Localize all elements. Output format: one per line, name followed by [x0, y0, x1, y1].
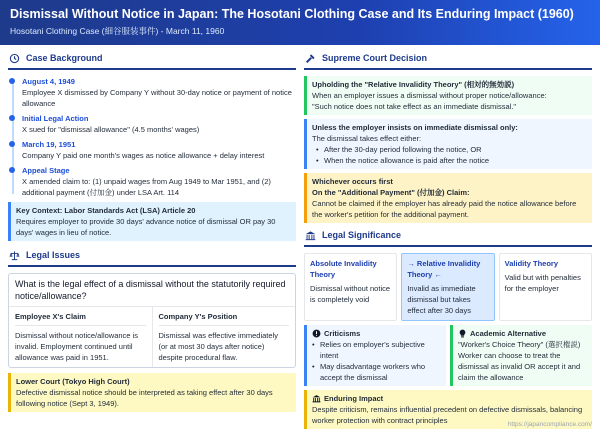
- building-icon: [304, 229, 316, 241]
- supreme-court-heading: Supreme Court Decision: [304, 52, 592, 70]
- page-title: Dismissal Without Notice in Japan: The Hosotani Clothing Case and Its Enduring Impact (1960): [10, 7, 574, 21]
- right-column: [304, 52, 592, 429]
- timeline-dot: [9, 115, 15, 121]
- timeline-item: Appeal Stage X amended claim to: (1) unpaid wages from Aug 1949 to Mar 1951, and (2) additional payment (付加金) under LSA Art. 114: [22, 165, 296, 198]
- footer-url: https://japancompliance.com/: [507, 421, 592, 428]
- lower-court-box: Lower Court (Tokyo High Court) Defective dismissal notice should be interpreted as taking effect after 30 days following notice (Sept 3, 1949).: [8, 373, 296, 412]
- lightbulb-icon: [458, 329, 467, 338]
- scales-icon: [8, 249, 20, 261]
- alert-icon: [312, 329, 321, 338]
- list-item: • After the 30-day period following the notice, OR: [316, 144, 587, 155]
- case-background-heading: Case Background: [8, 52, 296, 70]
- absolute-invalidity-theory: Absolute Invalidity Theory Dismissal without notice is completely void: [304, 253, 397, 321]
- legal-issues-heading: Legal Issues: [8, 249, 296, 267]
- gavel-icon: [304, 52, 316, 64]
- additional-payment-box: Whichever occurs first On the "Additional Payment" (付加金) Claim: Cannot be claimed if the employer has already paid the notice allowance before the worker's petition for the additional payment.: [304, 173, 592, 223]
- timeline: [10, 76, 296, 198]
- left-column: [8, 52, 296, 412]
- theories-row: [304, 253, 592, 321]
- timeline-dot: [9, 167, 15, 173]
- academic-alternative-box: Academic Alternative "Worker's Choice Theory" (選択権説) Worker can choose to treat the dismissal as invalid OR accept it and claim the allowance: [450, 325, 592, 386]
- conditions-list: [312, 144, 587, 166]
- page-subtitle: Hosotani Clothing Case (細谷服装事件) - March 11, 1960: [10, 26, 225, 36]
- timeline-item: March 19, 1951 Company Y paid one month's wages as notice allowance + delay interest: [22, 139, 296, 161]
- key-context-box: Key Context: Labor Standards Act (LSA) Article 20 Requires employer to provide 30 days' advance notice of dismissal OR pay 30 days' wages in lieu of notice.: [8, 202, 296, 241]
- history-icon: [8, 52, 20, 64]
- timeline-dot: [9, 141, 15, 147]
- legal-significance-heading: Legal Significance: [304, 229, 592, 247]
- list-item: • When the notice allowance is paid after the notice: [316, 155, 587, 166]
- criticisms-box: Criticisms • Relies on employer's subjective intent • May disadvantage workers who accept the dismissal: [304, 325, 446, 386]
- validity-theory: Validity Theory Valid but with penalties for the employer: [499, 253, 592, 321]
- criticisms-list: [312, 339, 441, 383]
- claims-table: [9, 306, 295, 367]
- timeline-dot: [9, 78, 15, 84]
- company-position: Company Y's Position Dismissal was effective immediately (or at most 30 days after notice) despite procedural flaw.: [152, 307, 296, 367]
- employee-claim: Employee X's Claim Dismissal without notice/allowance is invalid. Employment continued until allowance was paid in 1951.: [9, 307, 152, 367]
- legal-question: What is the legal effect of a dismissal without the statutorily required notice/allowance?: [15, 279, 286, 301]
- criticism-alternative-row: [304, 325, 592, 386]
- legal-issue-box: [8, 273, 296, 368]
- timeline-item: Initial Legal Action X sued for "dismissal allowance" (4.5 months' wages): [22, 113, 296, 135]
- landmark-icon: [312, 394, 321, 403]
- uphold-box: Upholding the "Relative Invalidity Theory" (相対的無効説) When an employer issues a dismissal without proper notice/allowance: "Such notice does not take effect as an immediate dismissal.": [304, 76, 592, 115]
- unless-box: Unless the employer insists on immediate dismissal only: The dismissal takes effect either: • After the 30-day period following the notice, OR • When the notice allowance is paid after the notice: [304, 119, 592, 169]
- list-item: • May disadvantage workers who accept the dismissal: [312, 361, 441, 383]
- enduring-impact-box: Enduring Impact Despite criticism, remains influential precedent on defective dismissals, balancing worker protection with contract principles: [304, 390, 592, 429]
- timeline-item: August 4, 1949 Employee X dismissed by Company Y without 30-day notice or payment of notice allowance: [22, 76, 296, 109]
- header: [0, 0, 600, 45]
- list-item: • Relies on employer's subjective intent: [312, 339, 441, 361]
- relative-invalidity-theory: → Relative Invalidity Theory ← Invalid as immediate dismissal but takes effect after 30 days: [401, 253, 494, 321]
